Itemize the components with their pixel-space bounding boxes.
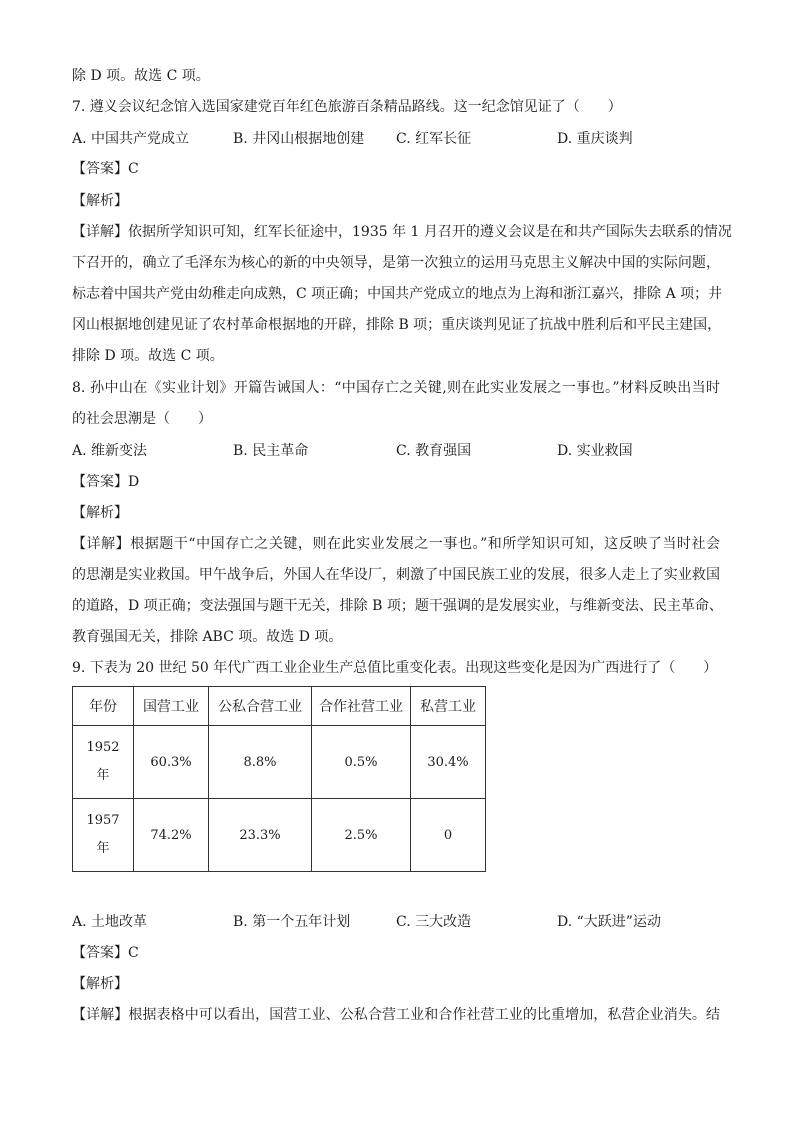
question-7: 7. 遵义会议纪念馆入选国家建党百年红色旅游百条精品路线。这一纪念馆见证了（ ） [72,99,622,115]
q7-option-c: C. 红军长征 [396,131,472,147]
q8-option-b: B. 民主革命 [233,443,309,459]
table-header-cell: 年份 [73,687,134,726]
q8-detail-line: 【详解】根据题干“中国存亡之关键，则在此实业发展之一事也。”和所学知识可知，这反映了当时社会 [72,536,720,552]
question-8-cont: 的社会思潮是（ ） [72,411,212,427]
q7-detail-line: 排除 D 项。故选 C 项。 [72,348,224,364]
q7-detail-line: 标志着中国共产党由幼稚走向成熟，C 项正确；中国共产党成立的地点为上海和浙江嘉兴，排除 A 项；井 [72,286,723,302]
q8-detail-line: 的思潮是实业救国。甲午战争后，外国人在华设厂，刺激了中国民族工业的发展，很多人走上了实业救国 [72,567,720,583]
q9-answer: 【答案】C [72,945,139,961]
table-cell: 23.3% [209,799,312,872]
q8-answer: 【答案】D [72,474,140,490]
table-header-cell: 合作社营工业 [312,687,411,726]
table-row [73,726,486,799]
table-cell-year: 1952 年 [73,726,134,799]
table-header-row [73,687,486,726]
q8-option-a: A. 维新变法 [72,443,148,459]
table-header-cell: 私营工业 [411,687,486,726]
table-cell: 74.2% [134,799,209,872]
table-cell: 60.3% [134,726,209,799]
q7-detail-line: 下召开的，确立了毛泽东为核心的新的中央领导，是第一次独立的运用马克思主义解决中国的实际问题， [72,255,720,271]
table-cell: 0.5% [312,726,411,799]
q7-answer: 【答案】C [72,161,139,177]
q8-detail-line: 教育强国无关，排除 ABC 项。故选 D 项。 [72,629,343,645]
industry-share-table [72,686,486,872]
q9-option-d: D. “大跃进”运动 [557,914,661,930]
table-row [73,799,486,872]
q7-detail-line: 冈山根据地创建见证了农村革命根据地的开辟，排除 B 项；重庆谈判见证了抗战中胜利后和平民主建国， [72,317,722,333]
q8-detail-line: 的道路，D 项正确；变法强国与题干无关，排除 B 项；题干强调的是发展实业，与维新变法、民主革命、 [72,598,723,614]
table-header-cell: 公私合营工业 [209,687,312,726]
table-cell-year: 1957 年 [73,799,134,872]
q7-option-d: D. 重庆谈判 [557,131,633,147]
table-cell: 8.8% [209,726,312,799]
q7-option-a: A. 中国共产党成立 [72,131,190,147]
table-header-cell: 国营工业 [134,687,209,726]
q8-option-c: C. 教育强国 [396,443,472,459]
table-cell: 30.4% [411,726,486,799]
text-line: 除 D 项。故选 C 项。 [72,68,210,84]
q7-option-b: B. 井冈山根据地创建 [233,131,365,147]
table-cell: 2.5% [312,799,411,872]
q7-detail-line: 【详解】依据所学知识可知，红军长征途中，1935 年 1 月召开的遵义会议是在和共产国际失去联系的情况 [72,224,732,240]
q9-detail-line: 【详解】根据表格中可以看出，国营工业、公私合营工业和合作社营工业的比重增加，私营企业消失。结 [72,1007,720,1023]
q9-option-b: B. 第一个五年计划 [233,914,351,930]
question-8: 8. 孙中山在《实业计划》开篇告诫国人：“中国存亡之关键,则在此实业发展之一事也。”材料反映出当时 [72,380,720,396]
q9-analysis-heading: 【解析】 [72,976,128,992]
q9-option-a: A. 土地改革 [72,914,148,930]
q8-option-d: D. 实业救国 [557,443,633,459]
q9-option-c: C. 三大改造 [396,914,472,930]
q8-analysis-heading: 【解析】 [72,505,128,521]
question-9: 9. 下表为 20 世纪 50 年代广西工业企业生产总值比重变化表。出现这些变化是因为广西进行了（ ） [72,660,718,676]
table-cell: 0 [411,799,486,872]
q7-analysis-heading: 【解析】 [72,193,128,209]
